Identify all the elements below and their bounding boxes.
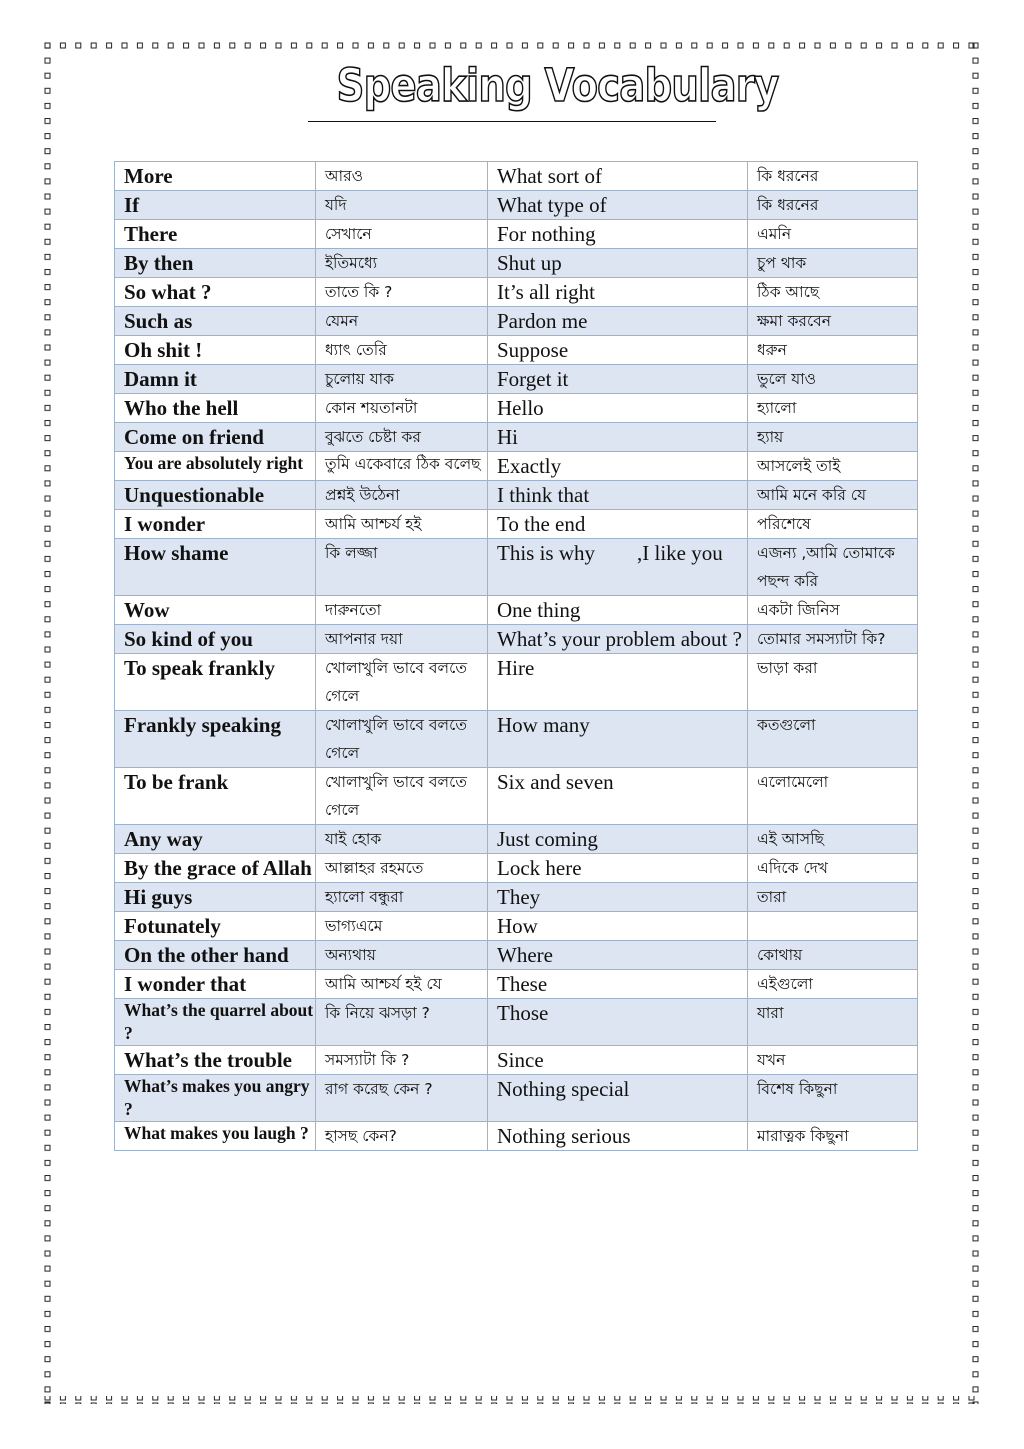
bengali-meaning: প্রশ্নই উঠেনা [316,481,488,510]
english-phrase: I wonder that [115,970,316,999]
table-row [115,654,918,711]
bengali-meaning-2: ঠিক আছে [748,278,918,307]
table-row [115,336,918,365]
bengali-meaning: হাসছ কেন? [316,1122,488,1151]
table-row [115,941,918,970]
english-phrase: You are absolutely right [115,452,316,481]
table-row [115,452,918,481]
english-phrase-2: Exactly [488,452,748,481]
table-row [115,394,918,423]
bengali-meaning: আমি আশ্চর্য হই যে [316,970,488,999]
bengali-meaning-2: তারা [748,883,918,912]
bengali-meaning: আপনার দয়া [316,625,488,654]
english-phrase: Damn it [115,365,316,394]
bengali-meaning-2: এলোমেলো [748,768,918,825]
bengali-meaning-2: আসলেই তাই [748,452,918,481]
bengali-meaning-2: কি ধরনের [748,162,918,191]
bengali-meaning-2: যখন [748,1046,918,1075]
english-phrase: If [115,191,316,220]
bengali-meaning-2: এদিকে দেখ [748,854,918,883]
bengali-meaning-2: তোমার সমস্যাটা কি? [748,625,918,654]
english-phrase-2: Where [488,941,748,970]
table-row [115,510,918,539]
english-phrase-2: What sort of [488,162,748,191]
table-row [115,162,918,191]
bengali-meaning: ধ্যাৎ তেরি [316,336,488,365]
bengali-meaning-2: হ্যালো [748,394,918,423]
table-row [115,912,918,941]
table-row [115,711,918,768]
bengali-meaning: তুমি একেবারে ঠিক বলেছ [316,452,488,481]
bengali-meaning-2: মারাত্নক কিছুনা [748,1122,918,1151]
bengali-meaning: অন্যথায় [316,941,488,970]
table-row [115,307,918,336]
english-phrase-2: Nothing special [488,1075,748,1122]
table-row [115,278,918,307]
bengali-meaning-2: কি ধরনের [748,191,918,220]
english-phrase: Hi guys [115,883,316,912]
table-row [115,365,918,394]
bengali-meaning-2 [748,912,918,941]
english-phrase: To be frank [115,768,316,825]
bengali-meaning: রাগ করেছ কেন ? [316,1075,488,1122]
english-phrase-2: This is why ,I like you [488,539,748,596]
table-row [115,596,918,625]
table-row [115,191,918,220]
table-row [115,854,918,883]
bengali-meaning-2: ভাড়া করা [748,654,918,711]
table-row [115,825,918,854]
table-row [115,625,918,654]
english-phrase: So kind of you [115,625,316,654]
bengali-meaning: সেখানে [316,220,488,249]
bengali-meaning: হ্যালো বন্ধুরা [316,883,488,912]
bengali-meaning-2: ক্ষমা করবেন [748,307,918,336]
english-phrase: Wow [115,596,316,625]
english-phrase-2: Hello [488,394,748,423]
english-phrase: Who the hell [115,394,316,423]
bengali-meaning: কি নিয়ে ঝসড়া ? [316,999,488,1046]
bengali-meaning-2: এমনি [748,220,918,249]
bengali-meaning: যাই হোক [316,825,488,854]
bengali-meaning: খোলাখুলি ভাবে বলতে গেলে [316,711,488,768]
english-phrase-2: It’s all right [488,278,748,307]
bengali-meaning: যদি [316,191,488,220]
english-phrase-2: They [488,883,748,912]
english-phrase-2: Just coming [488,825,748,854]
english-phrase: By the grace of Allah [115,854,316,883]
page-title: Speaking Vocabulary [336,59,779,112]
bengali-meaning-2: আমি মনে করি যে [748,481,918,510]
table-row [115,1075,918,1122]
bengali-meaning: আরও [316,162,488,191]
english-phrase: What’s the trouble [115,1046,316,1075]
english-phrase-2: Those [488,999,748,1046]
english-phrase: On the other hand [115,941,316,970]
english-phrase-2: Nothing serious [488,1122,748,1151]
english-phrase-2: Six and seven [488,768,748,825]
english-phrase: I wonder [115,510,316,539]
table-row [115,1122,918,1151]
title-underline [308,121,716,122]
table-row [115,423,918,452]
english-phrase: More [115,162,316,191]
bengali-meaning-2: একটা জিনিস [748,596,918,625]
bengali-meaning-2: চুপ থাক [748,249,918,278]
bengali-meaning-2: ধরুন [748,336,918,365]
bengali-meaning-2: এজন্য ,আমি তোমাকে পছন্দ করি [748,539,918,596]
english-phrase-2: Hi [488,423,748,452]
table-row [115,220,918,249]
table-row [115,883,918,912]
table-row [115,768,918,825]
bengali-meaning-2: হ্যায় [748,423,918,452]
english-phrase-2: What’s your problem about ? [488,625,748,654]
english-phrase: Unquestionable [115,481,316,510]
english-phrase: How shame [115,539,316,596]
english-phrase-2: What type of [488,191,748,220]
table-row [115,481,918,510]
english-phrase-2: Pardon me [488,307,748,336]
english-phrase-2: Suppose [488,336,748,365]
english-phrase: So what ? [115,278,316,307]
bengali-meaning: খোলাখুলি ভাবে বলতে গেলে [316,654,488,711]
english-phrase: By then [115,249,316,278]
english-phrase-2: Hire [488,654,748,711]
english-phrase-2: Since [488,1046,748,1075]
table-row [115,1046,918,1075]
english-phrase-2: Shut up [488,249,748,278]
bengali-meaning: আমি আশ্চর্য হই [316,510,488,539]
english-phrase: Oh shit ! [115,336,316,365]
bengali-meaning: চুলোয় যাক [316,365,488,394]
english-phrase: What makes you laugh ? [115,1122,316,1151]
bengali-meaning: তাতে কি ? [316,278,488,307]
bengali-meaning-2: এইগুলো [748,970,918,999]
vocabulary-table [114,161,918,1151]
english-phrase: What’s makes you angry ? [115,1075,316,1122]
english-phrase-2: Forget it [488,365,748,394]
english-phrase-2: Lock here [488,854,748,883]
bengali-meaning-2: বিশেষ কিছুনা [748,1075,918,1122]
english-phrase: To speak frankly [115,654,316,711]
title-block [308,56,779,116]
english-phrase: Frankly speaking [115,711,316,768]
english-phrase-2: How [488,912,748,941]
table-row [115,249,918,278]
table-row [115,539,918,596]
english-phrase: Such as [115,307,316,336]
bengali-meaning-2: এই আসছি [748,825,918,854]
bengali-meaning: সমস্যাটা কি ? [316,1046,488,1075]
bengali-meaning: কি লজ্জা [316,539,488,596]
bengali-meaning: দারুনতো [316,596,488,625]
english-phrase-2: These [488,970,748,999]
bengali-meaning: খোলাখুলি ভাবে বলতে গেলে [316,768,488,825]
english-phrase-2: To the end [488,510,748,539]
table-row [115,970,918,999]
english-phrase-2: For nothing [488,220,748,249]
english-phrase: Come on friend [115,423,316,452]
bengali-meaning: যেমন [316,307,488,336]
english-phrase-2: I think that [488,481,748,510]
bengali-meaning: আল্লাহর রহমতে [316,854,488,883]
english-phrase-2: One thing [488,596,748,625]
english-phrase-2: How many [488,711,748,768]
english-phrase: What’s the quarrel about ? [115,999,316,1046]
bengali-meaning: বুঝতে চেষ্টা কর [316,423,488,452]
bengali-meaning-2: কোথায় [748,941,918,970]
bengali-meaning: ইতিমধ্যে [316,249,488,278]
bengali-meaning: কোন শয়তানটা [316,394,488,423]
bengali-meaning: ভাগ্যএমে [316,912,488,941]
bengali-meaning-2: ভুলে যাও [748,365,918,394]
english-phrase: There [115,220,316,249]
bengali-meaning-2: যারা [748,999,918,1046]
bengali-meaning-2: কতগুলো [748,711,918,768]
english-phrase: Fotunately [115,912,316,941]
english-phrase: Any way [115,825,316,854]
bengali-meaning-2: পরিশেষে [748,510,918,539]
table-row [115,999,918,1046]
